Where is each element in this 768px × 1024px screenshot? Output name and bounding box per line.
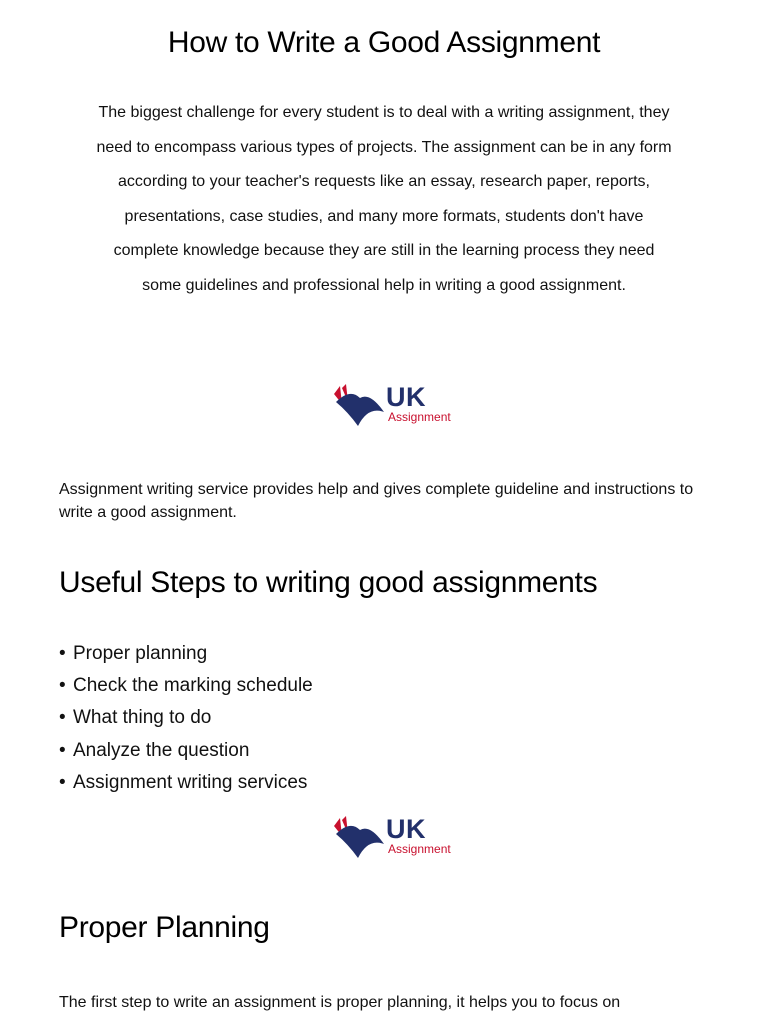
- step-label: Check the marking schedule: [73, 675, 313, 697]
- intro-paragraph: The biggest challenge for every student is to deal with a writing assignment, they need to encompass various types of projects. The assignment can be in any form according to your teacher's requests like an essay, research paper, reports, presentations, case studies, and many more formats, students don't have complete knowledge because they are still in the learning process they need some guidelines and professional help in writing a good assignment.: [96, 104, 672, 294]
- bullet-icon: •: [59, 771, 66, 793]
- steps-list: [59, 638, 313, 799]
- uk-assignment-logo: [330, 814, 470, 864]
- logo-sub-text: Assignment: [388, 842, 451, 856]
- service-paragraph: Assignment writing service provides help and gives complete guideline and instructions to write a good assignment.: [59, 481, 694, 521]
- step-label: What thing to do: [73, 707, 212, 729]
- planning-heading: Proper Planning: [59, 911, 270, 944]
- book-logo-icon: [330, 382, 386, 432]
- logo-main-text: UK: [386, 814, 426, 844]
- list-item: [59, 638, 313, 670]
- logo-sub-text: Assignment: [388, 410, 451, 424]
- steps-heading: Useful Steps to writing good assignments: [59, 566, 598, 599]
- bullet-icon: •: [59, 675, 66, 697]
- book-logo-icon: [330, 814, 386, 864]
- bullet-icon: •: [59, 707, 66, 729]
- uk-assignment-logo: [330, 382, 470, 432]
- bullet-icon: •: [59, 739, 66, 761]
- list-item: [59, 670, 313, 702]
- step-label: Assignment writing services: [73, 771, 308, 793]
- list-item: [59, 735, 313, 767]
- planning-paragraph: The first step to write an assignment is proper planning, it helps you to focus on: [59, 994, 621, 1011]
- list-item: [59, 702, 313, 734]
- step-label: Analyze the question: [73, 739, 250, 761]
- bullet-icon: •: [59, 643, 66, 664]
- logo-main-text: UK: [386, 382, 426, 412]
- step-label: Proper planning: [73, 643, 208, 664]
- list-item: [59, 767, 313, 799]
- page-title: How to Write a Good Assignment: [167, 26, 601, 59]
